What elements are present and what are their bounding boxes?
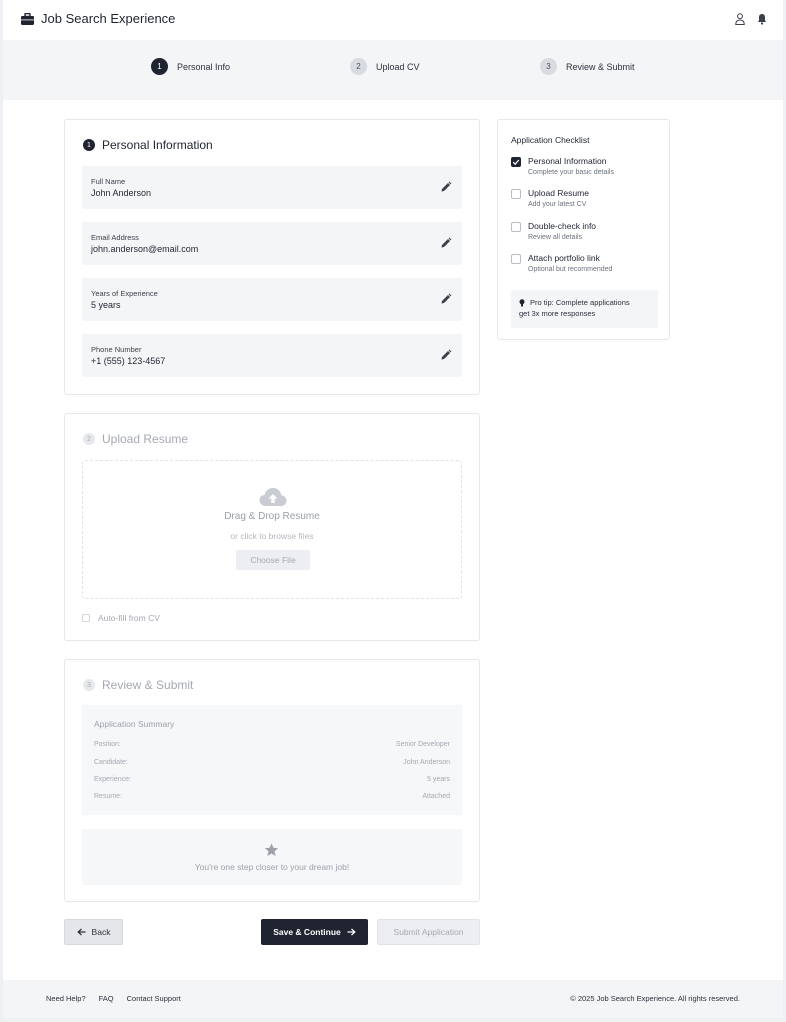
section-number: 3	[83, 679, 95, 691]
pencil-icon[interactable]	[440, 237, 452, 249]
summary-label: Candidate:	[94, 759, 128, 766]
summary-value: Senior Developer	[395, 741, 450, 748]
header-actions	[735, 13, 767, 25]
summary-row	[94, 759, 450, 766]
footer-link-support[interactable]: Contact Support	[126, 994, 181, 1003]
submit-application-button[interactable]	[377, 919, 480, 945]
back-label: Back	[91, 927, 111, 937]
checklist-label: Upload Resume	[528, 188, 589, 198]
summary-label: Experience:	[94, 776, 131, 783]
field-label: Phone Number	[91, 345, 142, 354]
field-value: 5 years	[91, 300, 121, 310]
page-frame	[3, 0, 783, 1018]
check-icon	[511, 157, 521, 167]
field-label: Email Address	[91, 233, 139, 242]
field-label: Full Name	[91, 177, 126, 186]
footer-link-help[interactable]: Need Help?	[46, 994, 86, 1003]
autofill-option[interactable]	[82, 613, 160, 623]
field-value: John Anderson	[91, 188, 152, 198]
section-header	[83, 678, 193, 692]
cloud-upload-icon	[259, 487, 287, 507]
checklist-label: Attach portfolio link	[528, 253, 600, 263]
pencil-icon[interactable]	[440, 181, 452, 193]
choose-file-button[interactable]: Choose File	[236, 550, 310, 570]
pro-tip	[511, 290, 658, 328]
checklist-title: Application Checklist	[511, 135, 590, 145]
summary-title: Application Summary	[94, 719, 175, 729]
application-summary	[82, 705, 462, 815]
page-footer	[3, 980, 783, 1018]
checklist-label: Double-check info	[528, 221, 597, 231]
section-title: Review & Submit	[102, 678, 194, 692]
tip-text: Pro tip: Complete applications	[530, 298, 630, 307]
motivation-text: You're one step closer to your dream job!	[194, 862, 350, 872]
checklist-label: Personal Information	[528, 156, 607, 166]
step-number: 2	[350, 58, 367, 75]
field-label: Years of Experience	[91, 289, 158, 298]
footer-link-faq[interactable]: FAQ	[98, 994, 114, 1003]
dropzone-subtitle: or click to browse files	[230, 531, 314, 541]
checklist-desc: Complete your basic details	[528, 169, 614, 176]
summary-row	[94, 776, 450, 783]
footer-links	[46, 994, 181, 1003]
checklist-checkbox[interactable]	[511, 222, 521, 232]
arrow-left-icon	[77, 928, 86, 936]
step-label: Review & Submit	[566, 61, 635, 72]
star-icon	[264, 843, 279, 857]
top-header	[3, 0, 783, 40]
step-number: 3	[540, 58, 557, 75]
checklist-desc: Add your latest CV	[528, 201, 587, 208]
submit-label: Submit Application	[393, 927, 464, 937]
tip-line	[519, 298, 630, 307]
step-upload-cv[interactable]	[350, 58, 420, 75]
application-checklist	[497, 119, 670, 340]
summary-value: 5 years	[427, 776, 450, 783]
checklist-checkbox[interactable]	[511, 189, 521, 199]
autofill-checkbox[interactable]	[82, 614, 90, 622]
email-field[interactable]	[82, 222, 462, 265]
checklist-checkbox[interactable]	[511, 254, 521, 264]
phone-field[interactable]	[82, 334, 462, 377]
motivation-banner	[82, 829, 462, 885]
lightbulb-icon	[519, 299, 525, 307]
back-button[interactable]	[64, 919, 123, 945]
personal-info-card	[64, 119, 480, 395]
step-review-submit[interactable]	[540, 58, 635, 75]
dropzone-title: Drag & Drop Resume	[224, 511, 320, 522]
save-continue-button[interactable]	[261, 919, 368, 945]
section-number: 1	[83, 139, 95, 151]
checklist-desc: Review all details	[528, 234, 583, 241]
summary-row	[94, 793, 450, 800]
user-icon[interactable]	[735, 13, 745, 25]
pencil-icon[interactable]	[440, 349, 452, 361]
autofill-label: Auto-fill from CV	[98, 613, 160, 623]
section-title: Personal Information	[102, 138, 213, 152]
save-label: Save & Continue	[273, 927, 341, 937]
summary-label: Position:	[94, 741, 121, 748]
full-name-field[interactable]	[82, 166, 462, 209]
pencil-icon[interactable]	[440, 293, 452, 305]
bell-icon[interactable]	[757, 13, 767, 25]
checklist-checkbox[interactable]	[511, 157, 521, 167]
review-submit-card	[64, 659, 480, 902]
arrow-right-icon	[347, 928, 356, 936]
section-number: 2	[83, 433, 95, 445]
section-header	[83, 432, 188, 446]
brand[interactable]	[21, 11, 175, 26]
step-personal-info[interactable]	[151, 58, 230, 75]
summary-value: John Anderson	[403, 759, 450, 766]
step-number: 1	[151, 58, 168, 75]
summary-value: Attached	[422, 793, 450, 800]
section-title: Upload Resume	[102, 432, 189, 446]
resume-dropzone[interactable]	[82, 460, 462, 599]
copyright: © 2025 Job Search Experience. All rights reserved.	[570, 994, 740, 1003]
app-title: Job Search Experience	[41, 11, 176, 26]
field-value: john.anderson@email.com	[91, 244, 199, 254]
step-label: Personal Info	[177, 61, 231, 72]
field-value: +1 (555) 123-4567	[91, 356, 166, 366]
checklist-desc: Optional but recommended	[528, 266, 613, 273]
upload-resume-card	[64, 413, 480, 641]
briefcase-icon	[21, 13, 34, 25]
progress-stepper	[3, 40, 783, 100]
summary-row	[94, 741, 450, 748]
experience-field[interactable]	[82, 278, 462, 321]
section-header	[83, 138, 213, 152]
summary-label: Resume:	[94, 793, 123, 800]
tip-text-continued: get 3x more responses	[519, 309, 596, 318]
step-label: Upload CV	[376, 61, 420, 72]
